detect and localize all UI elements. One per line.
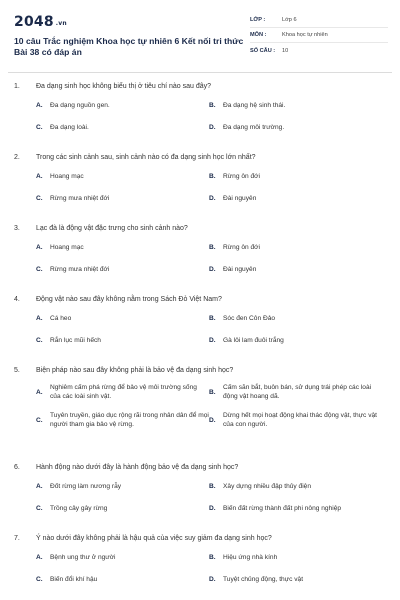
option-grid <box>14 383 394 429</box>
option-b[interactable] <box>209 314 382 323</box>
option-text: Rừng ôn đới <box>223 244 260 251</box>
question-stem <box>14 534 394 543</box>
option-b[interactable] <box>209 482 382 491</box>
option-text: Dừng hết mọi hoạt động khai thác động vật, thực vật của con người. <box>223 412 377 428</box>
option-text: Hoang mạc <box>50 244 84 251</box>
option-text: Đa dạng hệ sinh thái. <box>223 102 286 109</box>
option-d[interactable] <box>209 194 382 203</box>
option-text: Hiệu ứng nhà kính <box>223 554 278 561</box>
option-b[interactable] <box>209 553 382 562</box>
option-letter: D. <box>209 337 216 344</box>
question-stem <box>14 153 394 162</box>
question-2 <box>14 153 394 203</box>
option-text: Đa dạng nguồn gen. <box>50 102 110 109</box>
option-letter: A. <box>36 483 43 490</box>
option-a[interactable] <box>36 314 209 323</box>
option-letter: C. <box>36 576 43 583</box>
meta-value: Lớp 6 <box>282 17 297 23</box>
header-divider <box>8 72 392 73</box>
logo-text: 2048 <box>14 14 54 30</box>
option-letter: D. <box>209 576 216 583</box>
option-b[interactable] <box>209 172 382 181</box>
option-letter: C. <box>36 266 43 273</box>
meta-label: MÔN : <box>250 32 267 38</box>
option-text: Đốt rừng làm nương rẫy <box>50 483 122 490</box>
question-number: 2. <box>14 154 20 161</box>
meta-label: LỚP : <box>250 17 266 23</box>
question-stem <box>14 82 394 91</box>
option-a[interactable] <box>36 482 209 491</box>
question-text: Trong các sinh cảnh sau, sinh cảnh nào có đa dạng sinh học lớn nhất? <box>36 154 256 161</box>
option-text: Đài nguyên <box>223 266 257 273</box>
question-5 <box>14 366 394 429</box>
option-letter: D. <box>209 195 216 202</box>
option-letter: B. <box>209 554 216 561</box>
option-b[interactable] <box>209 383 382 401</box>
meta-table <box>250 13 388 58</box>
option-letter: A. <box>36 388 43 396</box>
question-text: Động vật nào sau đây không nằm trong Sách Đỏ Việt Nam? <box>36 296 222 303</box>
option-c[interactable] <box>36 265 209 274</box>
option-d[interactable] <box>209 575 382 584</box>
option-c[interactable] <box>36 123 209 132</box>
question-stem <box>14 295 394 304</box>
option-text: Xây dựng nhiều đập thủy điện <box>223 483 312 490</box>
option-letter: C. <box>36 195 43 202</box>
option-text: Gà lôi lam đuôi trắng <box>223 337 284 344</box>
option-letter: A. <box>36 315 43 322</box>
option-d[interactable] <box>209 123 382 132</box>
option-text: Biến đổi khí hậu <box>50 576 98 583</box>
option-d[interactable] <box>209 411 382 429</box>
logo-suffix: .vn <box>55 20 67 27</box>
option-d[interactable] <box>209 504 382 513</box>
question-number: 1. <box>14 83 20 90</box>
option-text: Cấm săn bắt, buôn bán, sử dụng trái phép các loài động vật hoang dã. <box>223 384 372 400</box>
option-letter: C. <box>36 124 43 131</box>
option-grid <box>14 243 394 274</box>
question-number: 5. <box>14 367 20 374</box>
option-grid <box>14 172 394 203</box>
question-1 <box>14 82 394 132</box>
option-a[interactable] <box>36 383 209 401</box>
option-c[interactable] <box>36 194 209 203</box>
option-text: Rừng ôn đới <box>223 173 260 180</box>
question-text: Lạc đà là động vật đặc trưng cho sinh cảnh nào? <box>36 225 188 232</box>
option-text: Bệnh ung thư ở người <box>50 554 116 561</box>
option-text: Nghiêm cấm phá rừng để bảo vệ môi trường sống của các loài sinh vật. <box>50 384 197 400</box>
option-letter: A. <box>36 173 43 180</box>
meta-value: Khoa học tự nhiên <box>282 32 328 38</box>
question-4 <box>14 295 394 345</box>
meta-label: SỐ CÂU : <box>250 47 276 54</box>
option-d[interactable] <box>209 265 382 274</box>
option-letter: A. <box>36 554 43 561</box>
option-text: Hoang mạc <box>50 173 84 180</box>
option-text: Đài nguyên <box>223 195 257 202</box>
option-letter: D. <box>209 505 216 512</box>
option-letter: B. <box>209 483 216 490</box>
option-letter: C. <box>36 416 43 424</box>
question-3 <box>14 224 394 274</box>
page-title: 10 câu Trắc nghiệm Khoa học tự nhiên 6 Kết nối tri thức Bài 38 có đáp án <box>14 36 244 57</box>
option-letter: C. <box>36 337 43 344</box>
option-letter: D. <box>209 124 216 131</box>
option-text: Trồng cây gây rừng <box>50 505 108 512</box>
option-c[interactable] <box>36 575 209 584</box>
option-text: Rừng mưa nhiệt đới <box>50 195 110 202</box>
option-letter: B. <box>209 173 216 180</box>
option-a[interactable] <box>36 101 209 110</box>
question-text: Đa dạng sinh học không biểu thị ở tiêu chí nào sau đây? <box>36 83 212 90</box>
question-text: Hành động nào dưới đây là hành động bảo vệ đa dạng sinh học? <box>36 464 239 471</box>
option-grid <box>14 101 394 132</box>
option-text: Đa dạng môi trường. <box>223 124 285 131</box>
question-text: Biện pháp nào sau đây không phải là bảo vệ đa dạng sinh học? <box>36 367 234 374</box>
option-letter: B. <box>209 388 216 396</box>
option-letter: D. <box>209 416 216 424</box>
option-c[interactable] <box>36 504 209 513</box>
option-letter: C. <box>36 505 43 512</box>
option-letter: A. <box>36 244 43 251</box>
option-letter: D. <box>209 266 216 273</box>
option-letter: A. <box>36 102 43 109</box>
option-c[interactable] <box>36 336 209 345</box>
option-c[interactable] <box>36 411 209 429</box>
option-text: Rừng mưa nhiệt đới <box>50 266 110 273</box>
option-text: Sóc đen Côn Đảo <box>223 315 276 322</box>
option-b[interactable] <box>209 101 382 110</box>
option-a[interactable] <box>36 553 209 562</box>
option-d[interactable] <box>209 336 382 345</box>
option-text: Tuyên truyền, giáo dục rộng rãi trong nhân dân để mọi người tham gia bảo vệ rừng. <box>50 412 209 428</box>
meta-row-count <box>250 43 388 58</box>
option-text: Biến đất rừng thành đất phi nông nghiệp <box>223 505 342 512</box>
option-letter: B. <box>209 102 216 109</box>
question-number: 4. <box>14 296 20 303</box>
question-7 <box>14 534 394 584</box>
option-a[interactable] <box>36 172 209 181</box>
option-a[interactable] <box>36 243 209 252</box>
meta-row-grade <box>250 13 388 28</box>
question-stem <box>14 366 394 375</box>
option-letter: B. <box>209 244 216 251</box>
question-6 <box>14 463 394 513</box>
option-text: Đa dạng loài. <box>50 124 89 131</box>
option-grid <box>14 553 394 584</box>
question-stem <box>14 224 394 233</box>
option-text: Tuyệt chủng động, thực vật <box>223 576 304 583</box>
question-stem <box>14 463 394 472</box>
question-number: 6. <box>14 464 20 471</box>
option-grid <box>14 482 394 513</box>
option-text: Cá heo <box>50 315 72 322</box>
option-text: Rắn lục mũi hếch <box>50 337 101 344</box>
question-text: Ý nào dưới đây không phải là hậu quả của việc suy giảm đa dạng sinh học? <box>36 535 272 542</box>
option-letter: B. <box>209 315 216 322</box>
question-number: 3. <box>14 225 20 232</box>
option-grid <box>14 314 394 345</box>
question-number: 7. <box>14 535 20 542</box>
option-b[interactable] <box>209 243 382 252</box>
meta-value: 10 <box>282 47 289 54</box>
meta-row-subject <box>250 28 388 43</box>
